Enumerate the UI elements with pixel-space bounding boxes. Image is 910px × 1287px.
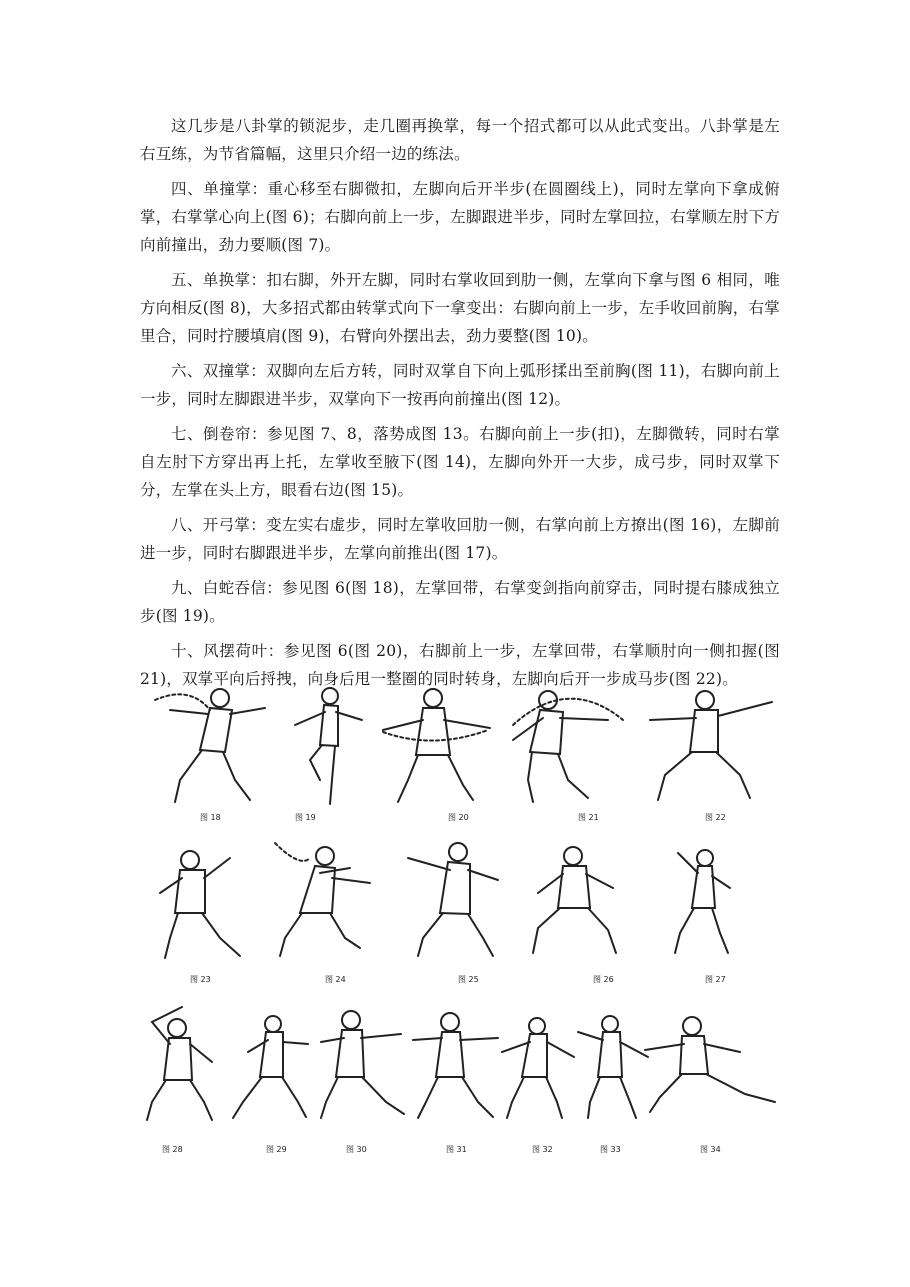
paragraph-10: 十、风摆荷叶：参见图 6(图 20)，右脚前上一步，左掌回带，右掌顺肘向一侧扣握(图 21)，双掌平向后捋拽，向身后甩一整圈的同时转身，左脚向后开一步成马步(图 22)。 <box>140 642 780 688</box>
figure-19-drawing <box>280 680 370 822</box>
caption-fig-24: 图 24 <box>325 975 346 984</box>
caption-fig-26: 图 26 <box>593 975 614 984</box>
caption-fig-30: 图 30 <box>346 1145 367 1154</box>
paragraph-7: 七、倒卷帘：参见图 7、8，落势成图 13。右脚向前上一步(扣)，左脚微转，同时右掌自左肘下方穿出再上托，左掌收至腋下(图 14)，左脚向外开一大步，成弓步，同时双掌下分，左掌在头上方，眼看右边(图 15)。 <box>140 425 780 499</box>
caption-fig-23: 图 23 <box>190 975 211 984</box>
figure-24-drawing <box>270 838 380 984</box>
article-text <box>140 112 780 700</box>
caption-fig-25: 图 25 <box>458 975 479 984</box>
figure-23-drawing <box>150 838 260 984</box>
caption-fig-20: 图 20 <box>448 813 469 822</box>
figure-row-2 <box>140 832 785 992</box>
figure-25-drawing <box>398 838 508 984</box>
caption-fig-29: 图 29 <box>266 1145 287 1154</box>
figure-27-drawing <box>650 838 740 984</box>
caption-fig-21: 图 21 <box>578 813 599 822</box>
caption-fig-33: 图 33 <box>600 1145 621 1154</box>
figure-34-drawing <box>640 1002 780 1154</box>
figure-29-drawing <box>228 1002 318 1154</box>
figure-illustrations <box>140 672 785 1160</box>
figure-30-drawing <box>316 1002 411 1154</box>
paragraph-6: 六、双撞掌：双脚向左后方转，同时双掌自下向上弧形揉出至前胸(图 11)，右脚向前上一步，同时左脚跟进半步，双掌向下一按再向前撞出(图 12)。 <box>140 362 780 408</box>
caption-fig-28: 图 28 <box>162 1145 183 1154</box>
figure-32-drawing <box>492 1002 582 1154</box>
figure-18-drawing <box>150 680 270 822</box>
figure-28-drawing <box>142 1002 227 1154</box>
caption-fig-31: 图 31 <box>446 1145 467 1154</box>
caption-fig-22: 图 22 <box>705 813 726 822</box>
figure-26-drawing <box>518 838 638 984</box>
paragraph-4: 四、单撞掌：重心移至右脚微扣，左脚向后开半步(在圆圈线上)，同时左掌向下拿成俯掌，右掌掌心向上(图 6)；右脚向前上一步，左脚跟进半步，同时左掌回拉，右掌顺左肘下方向前撞出，劲力要顺(图 7)。 <box>140 180 780 254</box>
caption-fig-32: 图 32 <box>532 1145 553 1154</box>
paragraph-5: 五、单换掌：扣右脚，外开左脚，同时右掌收回到肋一侧，左掌向下拿与图 6 相同，唯方向相反(图 8)，大多招式都由转掌式向下一拿变出：右脚向前上一步，左手收回前胸，右掌里合，同时拧腰填肩(图 9)，右臂向外摆出去，劲力要整(图 10)。 <box>140 271 780 345</box>
figure-20-drawing <box>378 680 493 822</box>
paragraph-9: 九、白蛇吞信：参见图 6(图 18)，左掌回带，右掌变剑指向前穿击，同时提右膝成独立步(图 19)。 <box>140 579 780 625</box>
caption-fig-19: 图 19 <box>295 813 316 822</box>
caption-fig-18: 图 18 <box>200 813 221 822</box>
caption-fig-27: 图 27 <box>705 975 726 984</box>
figure-22-drawing <box>640 680 780 822</box>
figure-21-drawing <box>508 680 628 822</box>
paragraph-8: 八、开弓掌：变左实右虚步，同时左掌收回肋一侧，右掌向前上方撩出(图 16)，左脚前进一步，同时右脚跟进半步，左掌向前推出(图 17)。 <box>140 516 780 562</box>
figure-row-1 <box>140 672 785 832</box>
paragraph-intro: 这几步是八卦掌的锁泥步，走几圈再换掌，每一个招式都可以从此式变出。八卦掌是左右互练，为节省篇幅，这里只介绍一边的练法。 <box>140 117 780 163</box>
caption-fig-34: 图 34 <box>700 1145 721 1154</box>
figure-row-3 <box>140 992 785 1160</box>
